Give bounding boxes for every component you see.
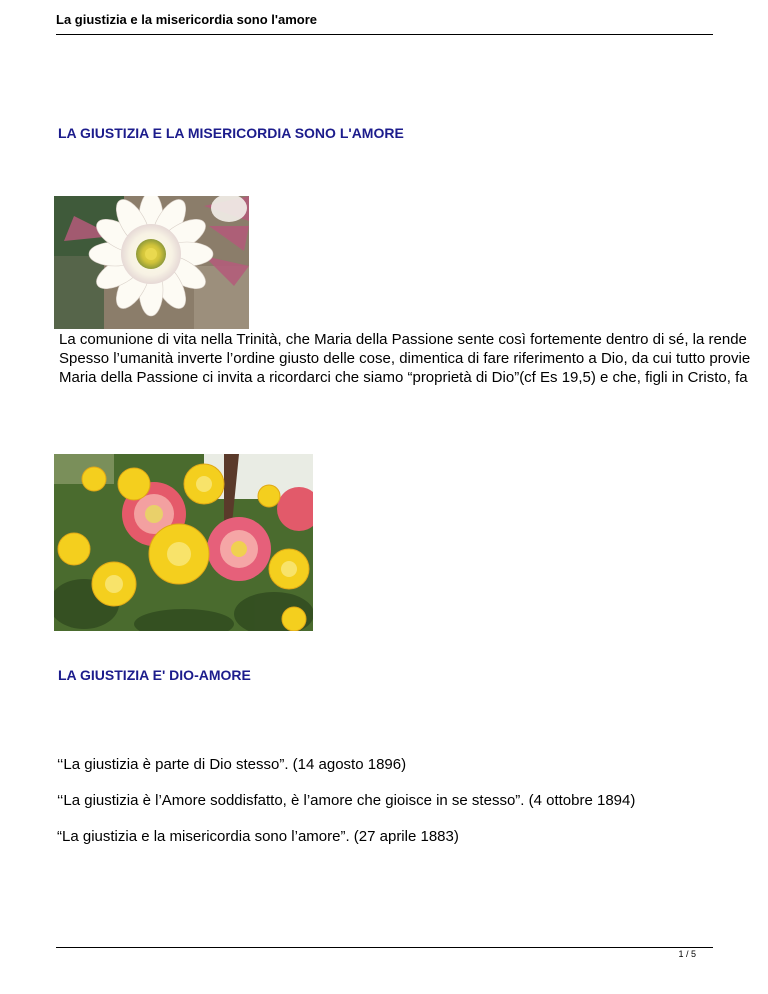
roses-image — [54, 454, 313, 631]
quote-item: ‘‘La giustizia è parte di Dio stesso”. (14 agosto 1896) — [57, 756, 407, 773]
section-heading-giustizia-misericordia: LA GIUSTIZIA E LA MISERICORDIA SONO L'AMORE — [58, 125, 404, 141]
header-divider — [56, 34, 713, 35]
footer-divider — [56, 947, 713, 948]
cactus-flower-image — [54, 196, 249, 329]
section-heading-giustizia-dio-amore: LA GIUSTIZIA E' DIO-AMORE — [58, 667, 251, 683]
intro-paragraph — [59, 330, 768, 387]
paragraph-line: La comunione di vita nella Trinità, che Maria della Passione sente così fortemente dentro di sé, la rende — [59, 331, 747, 348]
page-number: 1 / 5 — [678, 949, 696, 959]
quote-item: ‘‘La giustizia è l’Amore soddisfatto, è l’amore che gioisce in se stesso”. (4 ottobre 1894) — [57, 792, 636, 809]
paragraph-line: Maria della Passione ci invita a ricordarci che siamo “proprietà di Dio”(cf Es 19,5) e che, figli in Cristo, fa — [59, 369, 748, 386]
quote-item: “La giustizia e la misericordia sono l’amore”. (27 aprile 1883) — [57, 828, 459, 845]
paragraph-line: Spesso l’umanità inverte l’ordine giusto delle cose, dimentica di fare riferimento a Dio, da cui tutto provie — [59, 350, 751, 367]
document-header-title: La giustizia e la misericordia sono l'amore — [56, 12, 318, 27]
